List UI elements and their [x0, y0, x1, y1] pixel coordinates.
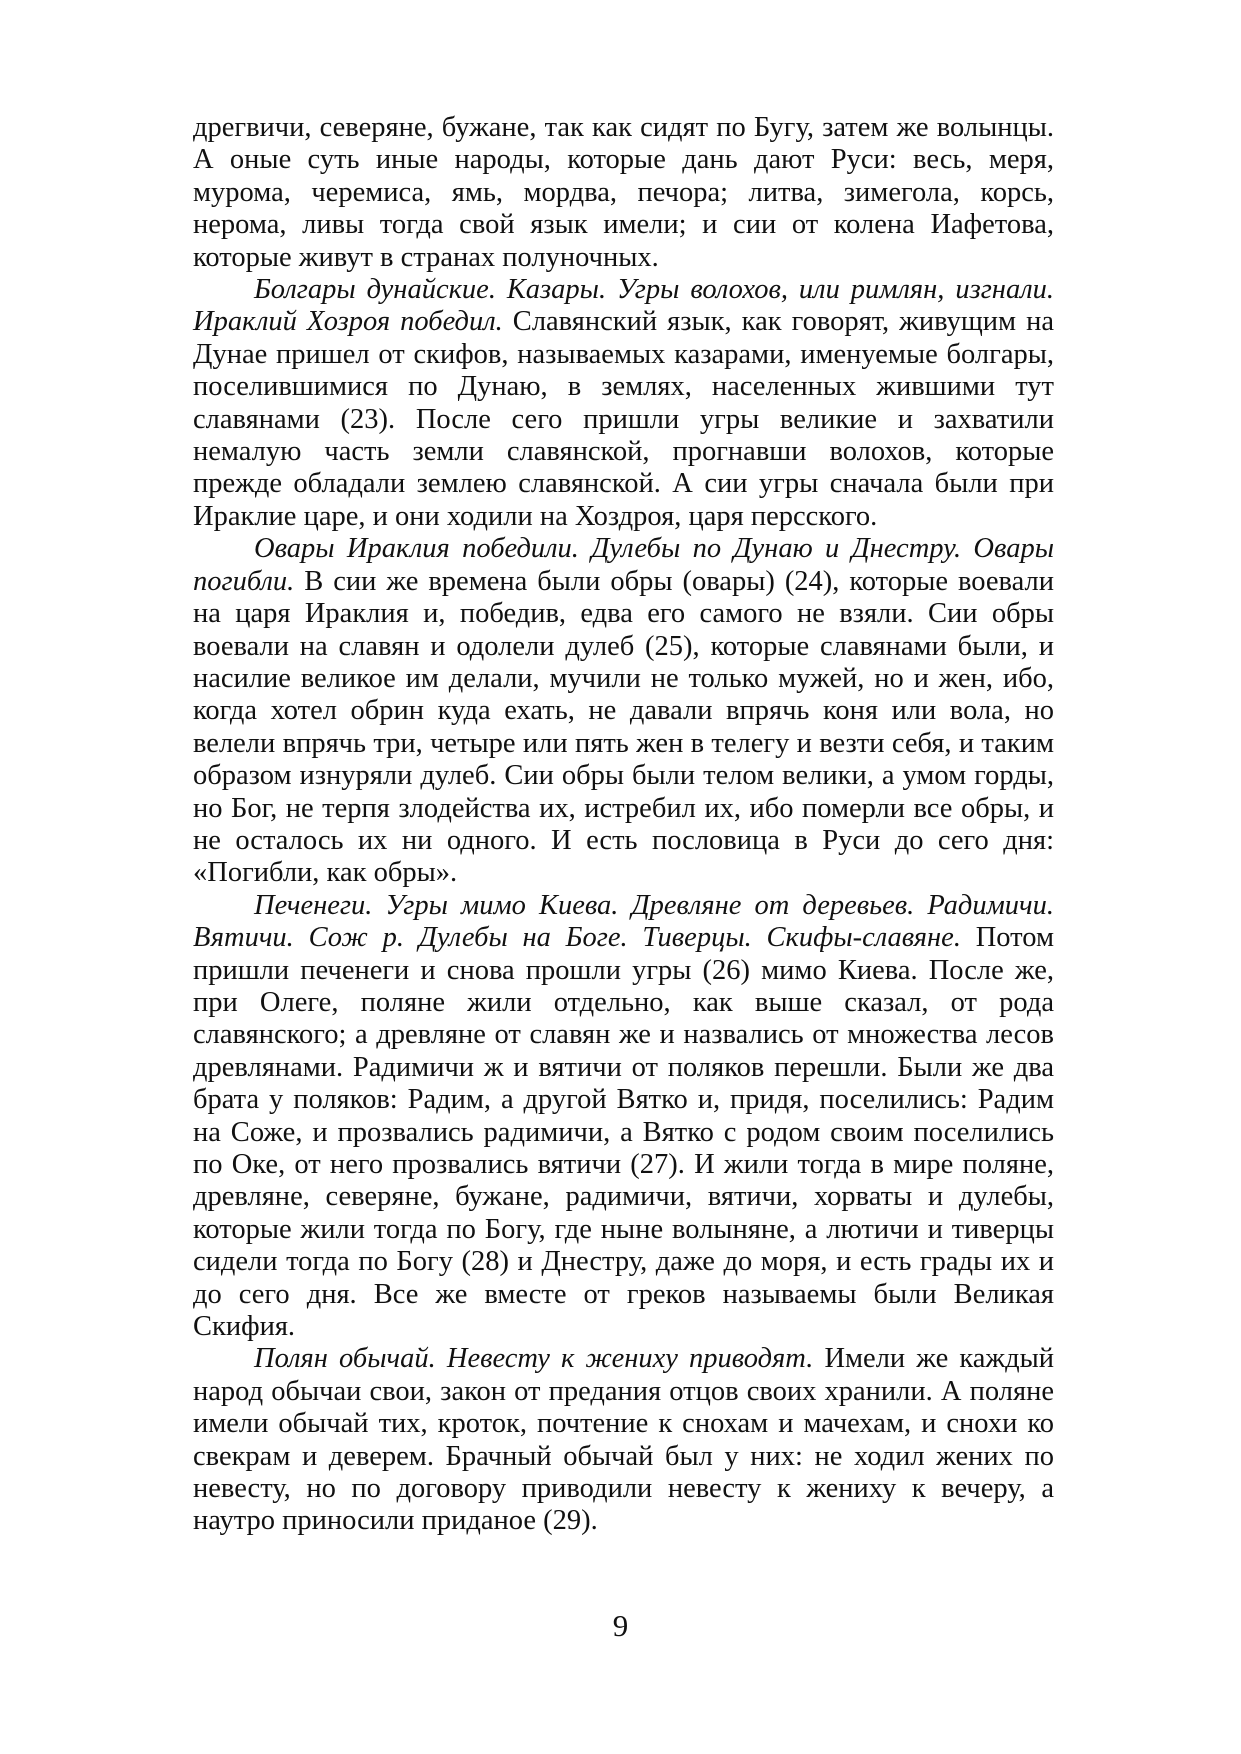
page-body [193, 112, 1054, 1538]
section-heading: Болгары дунайские. Казары. Угры волохов, или римлян, изгнали. Ираклий Хозроя победил. [193, 274, 1054, 338]
section-heading: Овары Ираклия победили. Дулебы по Дунаю и Днестру. Овары погибли. [193, 533, 1054, 597]
paragraph-text: В сии же времена были обры (овары) (24), которые воевали на царя Ираклия и, победив, едва его самого не взяли. Сии обры воевали на славян и одолели дулеб (25), которые славянами были, и насилие великое им делали, мучили не только мужей, но и жен, ибо, когда хотел обрин куда ехать, не давали впрячь коня или вола, но велели впрячь три, четыре или пять жен в телегу и везти себя, и таким образом изнуряли дулеб. Сии обры были телом велики, а умом горды, но Бог, не терпя злодейства их, истребил их, ибо померли все обры, и не осталось их ни одного. И есть пословица в Руси до сего дня: «Погибли, как обры». [193, 565, 1054, 889]
paragraph-polyane-customs [193, 1343, 1054, 1537]
paragraph-text: Славянский язык, как говорят, живущим на Дунае пришел от скифов, называемых казарами, именуемые болгары, поселившимися по Дунаю, в землях, населенных жившими тут славянами (23). После сего пришли угры великие и захватили немалую часть земли славянской, прогнавши волохов, которые прежде обладали землею славянской. А сии угры сначала были при Ираклие царе, и они ходили на Хоздроя, царя персского. [193, 306, 1054, 532]
paragraph-text: Имели же каждый народ обычаи свои, закон от предания отцов своих хранили. А поляне имели обычай тих, кроток, почтение к снохам и мачехам, и снохи ко свекрам и деверем. Брачный обычай был у них: не ходил жених по невесту, но по договору приводили невесту к жениху к вечеру, а наутро приносили приданое (29). [193, 1343, 1054, 1537]
paragraph-text: дрегвичи, северяне, бужане, так как сидят по Бугу, затем же волынцы. А оные суть иные народы, которые дань дают Руси: весь, меря, мурома, черемиса, ямь, мордва, печора; литва, зимегола, корсь, нерома, ливы тогда свой язык имели; и сии от колена Иафетова, которые живут в странах полуночных. [193, 112, 1054, 273]
section-heading: Печенеги. Угры мимо Киева. Древляне от деревьев. Радимичи. Вятичи. Сож р. Дулебы на Боге. Тиверцы. Скифы-славяне. [193, 889, 1054, 954]
paragraph-bulgars [193, 274, 1054, 533]
paragraph-pechenegs [193, 890, 1054, 1344]
paragraph-text: Потом пришли печенеги и снова прошли угры (26) мимо Киева. После же, при Олеге, поляне жили отдельно, как выше сказал, от рода славянского; а древляне от славян же и назвались от множества лесов древлянами. Радимичи ж и вятичи от поляков перешли. Были же два брата у поляков: Радим, а другой Вятко и, придя, поселились: Радим на Соже, и прозвались радимичи, а Вятко с родом своим поселились по Оке, от него прозвались вятичи (27). И жили тогда в мире поляне, древляне, северяне, бужане, радимичи, вятичи, хорваты и дулебы, которые жили тогда по Богу, где ныне волыняне, а лютичи и тиверцы сидели тогда по Богу (28) и Днестру, даже до моря, и есть грады их и до сего дня. Все же вместе от греков называемы были Великая Скифия. [193, 922, 1054, 1343]
page-number: 9 [612, 1608, 629, 1643]
paragraph-avars [193, 533, 1054, 889]
section-heading: Полян обычай. Невесту к жениху приводят. [254, 1343, 814, 1375]
paragraph-continuation [193, 112, 1054, 274]
